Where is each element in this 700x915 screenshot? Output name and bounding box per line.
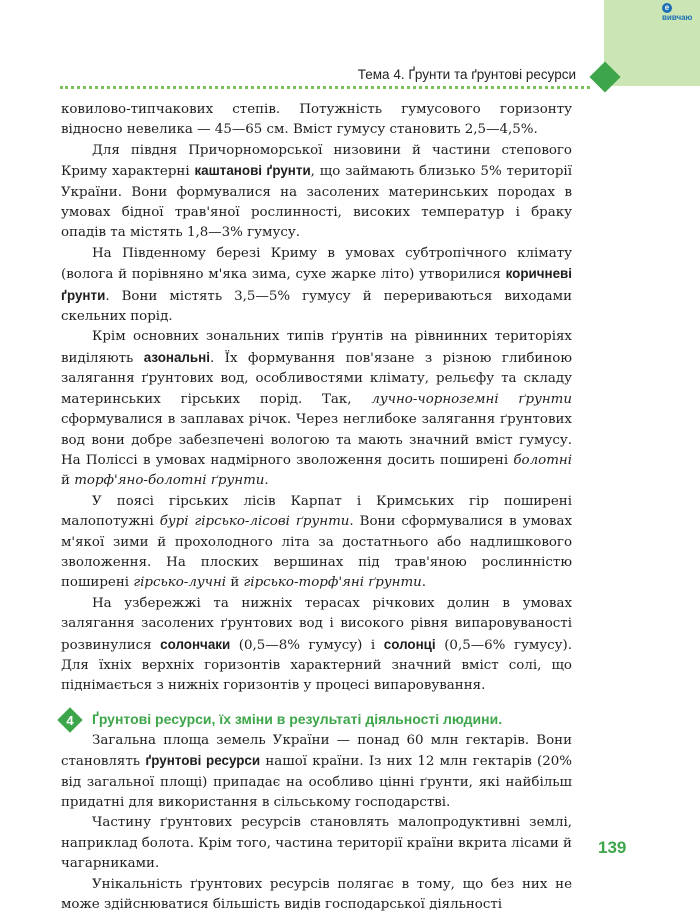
section-number-badge: 4 bbox=[58, 708, 84, 734]
paragraph-9: Унікальність ґрунтових ресурсів полягає в тому, що без них не може здійснюватися більшість видів господарської діяльності bbox=[61, 876, 572, 913]
paragraph-5: У поясі гірських лісів Карпат і Кримських гір поширені малопотужні бурі гірсько-лісові ґрунти. Вони сформувалися в умовах м'якої зими й прохолодного літа за достатнього або надлишкового зволоження. На плоских вершинах під трав'яною рослинністю поширені гірсько-лучні й гірсько-торф'яні ґрунти. bbox=[61, 493, 572, 591]
paragraph-6: На узбережжі та нижніх терасах річкових долин в умовах залягання засолених ґрунтових вод і високого рівня випаровуваності розвинулися солончаки (0,5—8% гумусу) і солонці (0,5—6% гумусу). Для їхніх верхніх горизонтів характерний значний вміст солі, що піднімається з нижніх горизонтів у процесі випаровування. bbox=[61, 595, 572, 694]
term-soil-resources: ґрунтові ресурси bbox=[145, 753, 261, 769]
term-brown-soils: коричневі ґрунти bbox=[61, 266, 572, 303]
publisher-logo bbox=[662, 3, 700, 22]
body-text bbox=[61, 100, 572, 915]
chapter-title: Тема 4. Ґрунти та ґрунтові ресурси bbox=[357, 67, 576, 82]
logo-e-icon: e bbox=[662, 3, 672, 13]
page-number: 139 bbox=[598, 838, 627, 857]
paragraph-3: На Південному березі Криму в умовах субтропічного клімату (волога й порівняно м'яка зима, сухе жарке літо) утворилися коричневі ґрунти. Вони містять 3,5—5% гумусу й перериваються виходами скельних порід. bbox=[61, 245, 572, 325]
term-azonal: азональні bbox=[143, 349, 210, 365]
logo-text: вивчаю bbox=[662, 13, 693, 22]
paragraph-2: Для півдня Причорноморської низовини й частини степового Криму характерні каштанові ґрунти, що займають близько 5% території України. Вони формувалися на засолених материнських породах в умовах бідної трав'яної рослинності, високих температур і браку опадів та містять 1,8—3% гумусу. bbox=[61, 142, 572, 241]
section-heading bbox=[61, 709, 572, 731]
paragraph-7: Загальна площа земель України — понад 60 млн гектарів. Вони становлять ґрунтові ресурси нашої країни. Із них 12 млн гектарів (20% від загальної площі) припадає на особливо цінні ґрунти, які найбільш придатні для використання в сільському господарстві. bbox=[61, 732, 573, 810]
section-title: Ґрунтові ресурси, їх зміни в результаті діяльності людини. bbox=[92, 710, 503, 727]
paragraph-1: ковилово-типчакових степів. Потужність гумусового горизонту відносно невелика — 45—65 см. Вміст гумусу становить 2,5—4,5%. bbox=[61, 102, 572, 138]
term-chestnut-soils: каштанові ґрунти bbox=[194, 163, 311, 179]
term-solonets: солонці bbox=[383, 636, 436, 652]
dotted-divider bbox=[60, 86, 590, 89]
paragraph-8: Частину ґрунтових ресурсів становлять малопродуктивні землі, наприклад болота. Крім того, частина території країни вкрита лісами й чагарниками. bbox=[61, 815, 572, 872]
paragraph-4: Крім основних зональних типів ґрунтів на рівнинних територіях виділяють азональні. Їх формування пов'язане з різною глибиною залягання ґрунтових вод, особливостями клімату, рельєфу та складу материнських гірських порід. Так, лучно-чорноземні ґрунти сформувалися в заплавах річок. Через неглибоке залягання ґрунтових вод вони добре забезпечені вологою та мають значний вміст гумусу. На Поліссі в умовах надмірного зволоження досить поширені болотні й торф'яно-болотні ґрунти. bbox=[61, 329, 573, 489]
term-solonchaks: солончаки bbox=[160, 636, 231, 652]
